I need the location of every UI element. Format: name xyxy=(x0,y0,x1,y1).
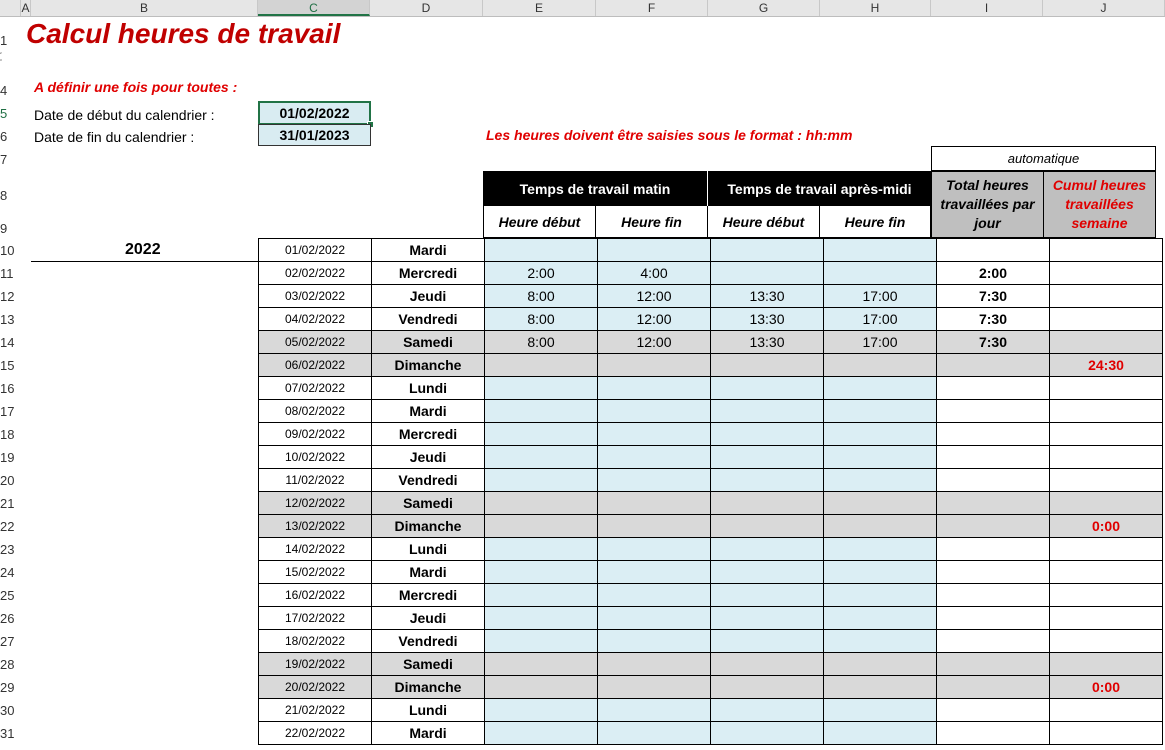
table-row xyxy=(259,446,1163,469)
morning-end-cell[interactable] xyxy=(598,653,711,676)
afternoon-end-cell[interactable] xyxy=(824,607,937,630)
morning-start-cell[interactable] xyxy=(485,699,598,722)
morning-end-cell[interactable] xyxy=(598,676,711,699)
row-number[interactable]: 27 xyxy=(0,634,15,649)
morning-end-cell[interactable]: 4:00 xyxy=(598,262,711,285)
cumul-cell: 24:30 xyxy=(1050,354,1163,377)
day-cell: Dimanche xyxy=(372,676,485,699)
afternoon-start-cell[interactable] xyxy=(711,377,824,400)
format-note: Les heures doivent être saisies sous le format : hh:mm xyxy=(486,127,853,143)
afternoon-start-cell[interactable] xyxy=(711,561,824,584)
afternoon-start-cell[interactable] xyxy=(711,584,824,607)
table-row xyxy=(259,285,1163,308)
total-cell xyxy=(937,699,1050,722)
afternoon-end-cell[interactable] xyxy=(824,492,937,515)
morning-start-header: Heure début xyxy=(483,206,596,238)
cumul-cell xyxy=(1050,561,1163,584)
table-row xyxy=(259,377,1163,400)
row-number[interactable]: 19 xyxy=(0,450,15,465)
table-row xyxy=(259,607,1163,630)
date-cell: 10/02/2022 xyxy=(259,446,372,469)
morning-end-cell[interactable] xyxy=(598,492,711,515)
table-row xyxy=(259,492,1163,515)
morning-start-cell[interactable] xyxy=(485,722,598,745)
afternoon-start-cell[interactable] xyxy=(711,492,824,515)
row-number[interactable]: 20 xyxy=(0,473,15,488)
day-cell: Lundi xyxy=(372,377,485,400)
total-cell xyxy=(937,561,1050,584)
day-cell: Lundi xyxy=(372,699,485,722)
afternoon-end-cell[interactable]: 17:00 xyxy=(824,308,937,331)
morning-end-cell[interactable] xyxy=(598,354,711,377)
row-number[interactable]: 10 xyxy=(0,243,15,258)
row-number[interactable]: 29 xyxy=(0,680,15,695)
total-cell xyxy=(937,469,1050,492)
row-number[interactable]: 5 xyxy=(0,106,8,121)
date-cell: 04/02/2022 xyxy=(259,308,372,331)
total-cell xyxy=(937,676,1050,699)
cumul-cell xyxy=(1050,239,1163,262)
date-cell: 21/02/2022 xyxy=(259,699,372,722)
morning-end-cell[interactable]: 12:00 xyxy=(598,331,711,354)
morning-end-cell[interactable]: 12:00 xyxy=(598,285,711,308)
morning-start-cell[interactable] xyxy=(485,400,598,423)
total-cell xyxy=(937,400,1050,423)
day-cell: Mardi xyxy=(372,400,485,423)
cumul-cell xyxy=(1050,699,1163,722)
total-cell xyxy=(937,446,1050,469)
morning-end-cell[interactable] xyxy=(598,446,711,469)
day-cell: Vendredi xyxy=(372,630,485,653)
morning-end-cell[interactable] xyxy=(598,423,711,446)
total-cell xyxy=(937,653,1050,676)
column-header-f[interactable]: F xyxy=(596,0,708,16)
setup-heading: A définir une fois pour toutes : xyxy=(34,79,238,95)
day-cell: Jeudi xyxy=(372,285,485,308)
total-cell: 7:30 xyxy=(937,285,1050,308)
end-date-cell[interactable]: 31/01/2023 xyxy=(258,124,371,146)
date-cell: 14/02/2022 xyxy=(259,538,372,561)
afternoon-end-header: Heure fin xyxy=(820,206,931,238)
afternoon-start-cell[interactable] xyxy=(711,262,824,285)
afternoon-start-cell[interactable]: 13:30 xyxy=(711,285,824,308)
afternoon-header: Temps de travail après-midi xyxy=(708,171,931,206)
column-header-a[interactable]: A xyxy=(21,1,30,15)
afternoon-start-cell[interactable] xyxy=(711,676,824,699)
afternoon-end-cell[interactable] xyxy=(824,262,937,285)
end-date-label: Date de fin du calendrier : xyxy=(34,129,195,145)
total-cell xyxy=(937,423,1050,446)
afternoon-start-cell[interactable] xyxy=(711,239,824,262)
cumul-cell xyxy=(1050,377,1163,400)
column-header-i[interactable]: I xyxy=(931,0,1043,16)
table-row xyxy=(259,400,1163,423)
table-row xyxy=(259,538,1163,561)
start-date-cell[interactable]: 01/02/2022 xyxy=(258,101,371,125)
table-row xyxy=(259,239,1163,262)
date-cell: 02/02/2022 xyxy=(259,262,372,285)
afternoon-start-header: Heure début xyxy=(708,206,820,238)
table-row xyxy=(259,676,1163,699)
morning-start-cell[interactable] xyxy=(485,607,598,630)
total-cell xyxy=(937,515,1050,538)
date-cell: 16/02/2022 xyxy=(259,584,372,607)
row-number[interactable]: 31 xyxy=(0,726,15,741)
year-label: 2022 xyxy=(125,241,161,258)
afternoon-start-cell[interactable]: 13:30 xyxy=(711,331,824,354)
afternoon-end-cell[interactable] xyxy=(824,423,937,446)
morning-start-cell[interactable] xyxy=(485,630,598,653)
date-cell: 22/02/2022 xyxy=(259,722,372,745)
row-number[interactable]: 8 xyxy=(0,188,8,203)
date-cell: 01/02/2022 xyxy=(259,239,372,262)
date-cell: 18/02/2022 xyxy=(259,630,372,653)
total-cell xyxy=(937,630,1050,653)
day-cell: Jeudi xyxy=(372,446,485,469)
date-cell: 12/02/2022 xyxy=(259,492,372,515)
total-cell xyxy=(937,584,1050,607)
date-cell: 09/02/2022 xyxy=(259,423,372,446)
day-cell: Dimanche xyxy=(372,354,485,377)
date-cell: 08/02/2022 xyxy=(259,400,372,423)
day-cell: Lundi xyxy=(372,538,485,561)
row-number[interactable]: 11 xyxy=(0,266,14,281)
afternoon-start-cell[interactable] xyxy=(711,515,824,538)
day-cell: Samedi xyxy=(372,492,485,515)
row-number[interactable]: 15 xyxy=(0,358,15,373)
row-number[interactable]: 18 xyxy=(0,427,15,442)
row-number[interactable]: 23 xyxy=(0,542,15,557)
cumul-cell xyxy=(1050,446,1163,469)
morning-end-cell[interactable] xyxy=(598,584,711,607)
date-cell: 06/02/2022 xyxy=(259,354,372,377)
afternoon-start-cell[interactable]: 13:30 xyxy=(711,308,824,331)
row-number[interactable]: 16 xyxy=(0,381,15,396)
morning-start-cell[interactable] xyxy=(485,676,598,699)
total-cell: 7:30 xyxy=(937,331,1050,354)
afternoon-end-cell[interactable] xyxy=(824,653,937,676)
table-row xyxy=(259,584,1163,607)
cumul-cell xyxy=(1050,584,1163,607)
hours-table xyxy=(258,238,1163,745)
afternoon-end-cell[interactable] xyxy=(824,630,937,653)
afternoon-end-cell[interactable] xyxy=(824,446,937,469)
table-row xyxy=(259,699,1163,722)
morning-start-cell[interactable] xyxy=(485,446,598,469)
column-header-h[interactable]: H xyxy=(820,0,931,16)
afternoon-start-cell[interactable] xyxy=(711,722,824,745)
morning-start-cell[interactable] xyxy=(485,561,598,584)
day-cell: Mercredi xyxy=(372,423,485,446)
cumul-cell xyxy=(1050,538,1163,561)
table-row xyxy=(259,630,1163,653)
afternoon-end-cell[interactable] xyxy=(824,561,937,584)
table-row xyxy=(259,561,1163,584)
row-number[interactable]: 24 xyxy=(0,565,15,580)
row-number[interactable]: 6 xyxy=(0,129,8,144)
afternoon-end-cell[interactable] xyxy=(824,538,937,561)
day-cell: Samedi xyxy=(372,331,485,354)
row-number[interactable]: 2 xyxy=(0,51,2,55)
morning-start-cell[interactable] xyxy=(485,538,598,561)
afternoon-end-cell[interactable] xyxy=(824,584,937,607)
row-number[interactable]: 28 xyxy=(0,657,15,672)
morning-end-cell[interactable] xyxy=(598,722,711,745)
date-cell: 17/02/2022 xyxy=(259,607,372,630)
day-cell: Mercredi xyxy=(372,584,485,607)
row-number[interactable]: 3 xyxy=(0,58,2,62)
cumul-cell xyxy=(1050,262,1163,285)
row-number[interactable]: 14 xyxy=(0,335,15,350)
morning-start-cell[interactable] xyxy=(485,515,598,538)
day-cell: Samedi xyxy=(372,653,485,676)
cumul-cell xyxy=(1050,630,1163,653)
cumul-cell xyxy=(1050,469,1163,492)
morning-start-cell[interactable] xyxy=(485,492,598,515)
afternoon-end-cell[interactable] xyxy=(824,469,937,492)
cumul-cell xyxy=(1050,492,1163,515)
afternoon-end-cell[interactable] xyxy=(824,239,937,262)
afternoon-start-cell[interactable] xyxy=(711,630,824,653)
day-cell: Mardi xyxy=(372,561,485,584)
afternoon-start-cell[interactable] xyxy=(711,653,824,676)
cumul-cell xyxy=(1050,722,1163,745)
day-cell: Jeudi xyxy=(372,607,485,630)
morning-start-cell[interactable]: 2:00 xyxy=(485,262,598,285)
column-header-c[interactable]: C xyxy=(258,0,370,16)
table-row xyxy=(259,423,1163,446)
day-cell: Mardi xyxy=(372,239,485,262)
column-header-d[interactable]: D xyxy=(370,0,483,16)
row-number[interactable]: 9 xyxy=(0,221,8,236)
afternoon-end-cell[interactable] xyxy=(824,699,937,722)
row-number[interactable]: 1 xyxy=(0,33,8,48)
morning-start-cell[interactable]: 8:00 xyxy=(485,331,598,354)
date-cell: 20/02/2022 xyxy=(259,676,372,699)
table-row xyxy=(259,308,1163,331)
total-header: Total heures travaillées par jour xyxy=(931,171,1044,238)
row-number[interactable]: 12 xyxy=(0,289,15,304)
afternoon-end-cell[interactable] xyxy=(824,377,937,400)
date-cell: 11/02/2022 xyxy=(259,469,372,492)
day-cell: Vendredi xyxy=(372,469,485,492)
morning-end-cell[interactable] xyxy=(598,515,711,538)
morning-end-cell[interactable] xyxy=(598,607,711,630)
total-cell xyxy=(937,354,1050,377)
afternoon-start-cell[interactable] xyxy=(711,423,824,446)
row-number[interactable]: 4 xyxy=(0,83,8,98)
date-cell: 03/02/2022 xyxy=(259,285,372,308)
morning-start-cell[interactable] xyxy=(485,584,598,607)
day-cell: Vendredi xyxy=(372,308,485,331)
total-cell: 7:30 xyxy=(937,308,1050,331)
total-cell: 2:00 xyxy=(937,262,1050,285)
table-row xyxy=(259,515,1163,538)
date-cell: 05/02/2022 xyxy=(259,331,372,354)
morning-start-cell[interactable] xyxy=(485,469,598,492)
column-header-b[interactable]: B xyxy=(31,0,258,16)
table-row xyxy=(259,722,1163,745)
table-row xyxy=(259,653,1163,676)
morning-start-cell[interactable] xyxy=(485,653,598,676)
row-number[interactable]: 17 xyxy=(0,404,15,419)
cumul-cell xyxy=(1050,331,1163,354)
table-row xyxy=(259,354,1163,377)
morning-end-cell[interactable] xyxy=(598,400,711,423)
table-row xyxy=(259,331,1163,354)
date-cell: 07/02/2022 xyxy=(259,377,372,400)
afternoon-start-cell[interactable] xyxy=(711,469,824,492)
table-row xyxy=(259,262,1163,285)
column-header-g[interactable]: G xyxy=(708,0,820,16)
morning-start-cell[interactable] xyxy=(485,354,598,377)
row-number[interactable]: 30 xyxy=(0,703,15,718)
morning-start-cell[interactable] xyxy=(485,239,598,262)
afternoon-end-cell[interactable] xyxy=(824,400,937,423)
date-cell: 13/02/2022 xyxy=(259,515,372,538)
morning-end-cell[interactable] xyxy=(598,239,711,262)
select-all-corner[interactable] xyxy=(0,0,21,16)
morning-end-cell[interactable] xyxy=(598,377,711,400)
column-header-j[interactable]: J xyxy=(1043,0,1165,16)
start-date-label: Date de début du calendrier : xyxy=(34,107,215,123)
afternoon-end-cell[interactable] xyxy=(824,354,937,377)
cumul-cell xyxy=(1050,653,1163,676)
auto-label: automatique xyxy=(931,146,1156,171)
afternoon-start-cell[interactable] xyxy=(711,699,824,722)
morning-end-cell[interactable] xyxy=(598,561,711,584)
afternoon-end-cell[interactable] xyxy=(824,722,937,745)
total-cell xyxy=(937,607,1050,630)
date-cell: 19/02/2022 xyxy=(259,653,372,676)
cumul-cell: 0:00 xyxy=(1050,515,1163,538)
morning-end-cell[interactable]: 12:00 xyxy=(598,308,711,331)
column-header-bar xyxy=(0,0,1165,17)
total-cell xyxy=(937,239,1050,262)
afternoon-start-cell[interactable] xyxy=(711,446,824,469)
afternoon-start-cell[interactable] xyxy=(711,607,824,630)
morning-start-cell[interactable] xyxy=(485,377,598,400)
cumul-cell: 0:00 xyxy=(1050,676,1163,699)
total-cell xyxy=(937,492,1050,515)
row-number[interactable]: 22 xyxy=(0,519,15,534)
morning-start-cell[interactable] xyxy=(485,423,598,446)
cumul-cell xyxy=(1050,423,1163,446)
morning-header: Temps de travail matin xyxy=(483,171,708,206)
table-row xyxy=(259,469,1163,492)
day-cell: Mercredi xyxy=(372,262,485,285)
morning-end-header: Heure fin xyxy=(596,206,708,238)
morning-end-cell[interactable] xyxy=(598,699,711,722)
afternoon-start-cell[interactable] xyxy=(711,354,824,377)
year-underline xyxy=(31,261,258,262)
morning-end-cell[interactable] xyxy=(598,469,711,492)
cumul-header: Cumul heures travaillées semaine xyxy=(1043,171,1156,238)
cumul-cell xyxy=(1050,400,1163,423)
row-number[interactable]: 7 xyxy=(0,152,8,167)
cumul-cell xyxy=(1050,607,1163,630)
afternoon-end-cell[interactable] xyxy=(824,515,937,538)
afternoon-end-cell[interactable]: 17:00 xyxy=(824,331,937,354)
afternoon-start-cell[interactable] xyxy=(711,538,824,561)
total-cell xyxy=(937,722,1050,745)
morning-end-cell[interactable] xyxy=(598,630,711,653)
row-number[interactable]: 26 xyxy=(0,611,15,626)
afternoon-end-cell[interactable]: 17:00 xyxy=(824,285,937,308)
day-cell: Dimanche xyxy=(372,515,485,538)
morning-end-cell[interactable] xyxy=(598,538,711,561)
afternoon-start-cell[interactable] xyxy=(711,400,824,423)
morning-start-cell[interactable]: 8:00 xyxy=(485,285,598,308)
morning-start-cell[interactable]: 8:00 xyxy=(485,308,598,331)
date-cell: 15/02/2022 xyxy=(259,561,372,584)
row-number[interactable]: 25 xyxy=(0,588,15,603)
column-header-e[interactable]: E xyxy=(483,0,596,16)
page-title: Calcul heures de travail xyxy=(26,18,341,49)
total-cell xyxy=(937,377,1050,400)
row-number[interactable]: 13 xyxy=(0,312,15,327)
cumul-cell xyxy=(1050,285,1163,308)
day-cell: Mardi xyxy=(372,722,485,745)
total-cell xyxy=(937,538,1050,561)
afternoon-end-cell[interactable] xyxy=(824,676,937,699)
cumul-cell xyxy=(1050,308,1163,331)
row-number[interactable]: 21 xyxy=(0,496,15,511)
